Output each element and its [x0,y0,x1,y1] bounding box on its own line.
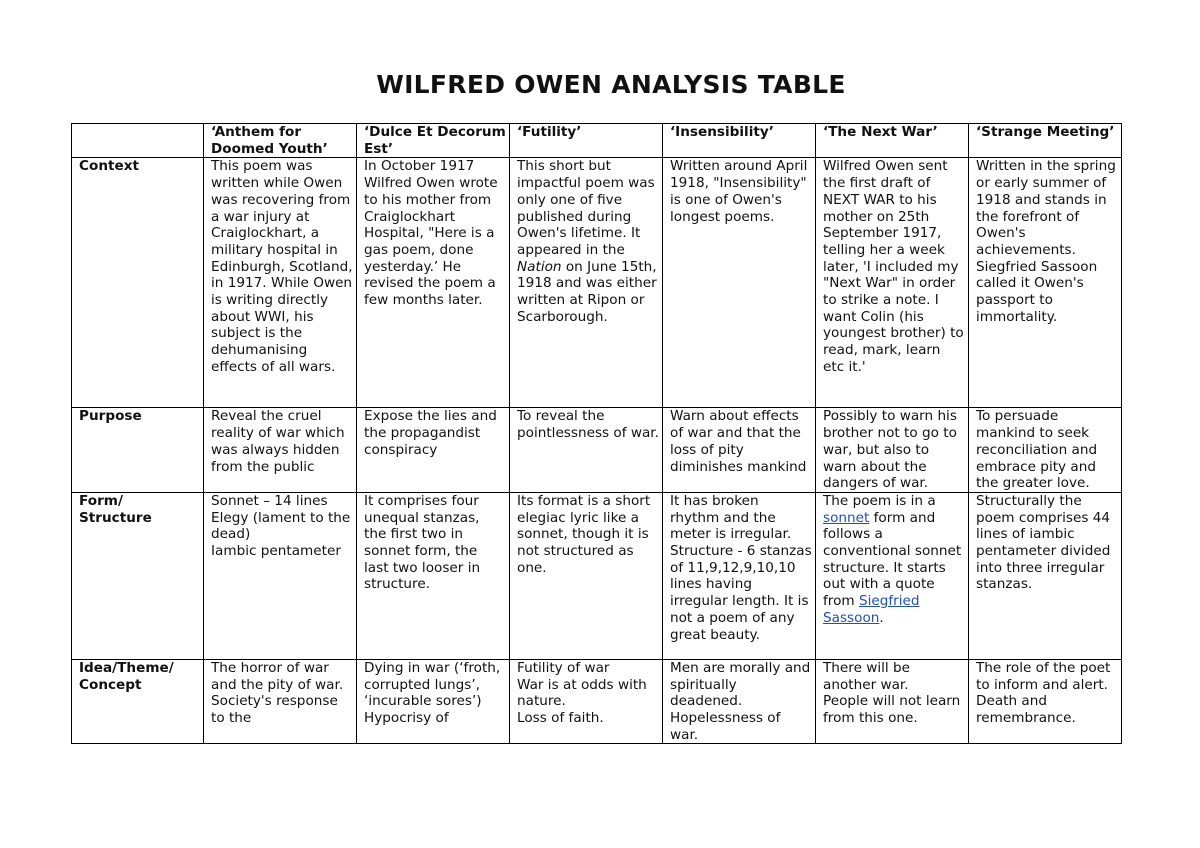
cell-idea-insensibility [663,659,816,744]
cell-context-futility [510,158,663,408]
header-insensibility: ‘Insensibility’ [663,124,816,158]
header-strange-meeting: ‘Strange Meeting’ [969,124,1122,158]
futility-context-nation: Nation [517,258,562,275]
siegfried-sassoon-link[interactable]: Siegfried Sassoon [823,593,920,626]
form-anthem-line-3: Iambic pentameter [211,543,341,560]
idea-futility-line-1: Futility of war [517,659,610,676]
cell-context-anthem-text: This poem was written while Owen was recovering from a war injury at Craiglockhart, a military hospital in Edinburgh, Scotland, in 1917. While Owen is writing directly about WWI, his subject is the dehumanising effects of all wars. [211,158,353,375]
table-row-form-structure [72,492,1122,659]
idea-next-war-line-1: There will be another war. [823,659,911,693]
futility-context-text-b: on June 15th, 1918 and was either written at Ripon or Scarborough. [517,258,657,325]
analysis-table [71,123,1122,744]
cell-idea-next-war [816,659,969,744]
idea-anthem-line-1: The horror of war and the pity of war. [211,659,344,693]
cell-purpose-strange-meeting: To persuade mankind to seek reconciliation and embrace pity and the greater love. [969,408,1122,493]
cell-purpose-insensibility-text: Warn about effects of war and that the loss of pity diminishes mankind [670,408,807,475]
page-title: WILFRED OWEN ANALYSIS TABLE [376,70,846,99]
row-label-form-structure: Form/ Structure [72,492,204,659]
table-row-idea-theme-concept [72,659,1122,744]
cell-idea-strange-meeting [969,659,1122,744]
idea-strange-meeting-line-2: Death and remembrance. [976,693,1076,727]
cell-purpose-insensibility [663,408,816,493]
cell-form-futility: Its format is a short elegiac lyric like a sonnet, though it is not structured as one. [510,492,663,659]
header-the-next-war: ‘The Next War’ [816,124,969,158]
idea-next-war-line-2: People will not learn from this one. [823,693,961,727]
table-header-row [72,124,1122,158]
cell-context-dulce: In October 1917 Wilfred Owen wrote to his mother from Craiglockhart Hospital, "Here is a gas poem, done yesterday.’ He revised the poem a few months later. [357,158,510,408]
cell-idea-futility [510,659,663,744]
cell-idea-anthem [204,659,357,744]
cell-purpose-anthem-text: Reveal the cruel reality of war which was always hidden from the public [211,408,345,475]
cell-context-next-war: Wilfred Owen sent the first draft of NEXT WAR to his mother on 25th September 1917, telling her a week later, 'I included my "Next War" in order to strike a note. I want Colin (his youngest brother) to read, mark, learn etc it.' [816,158,969,408]
header-empty-cell [72,124,204,158]
idea-insensibility-line-1: Men are morally and spiritually deadened. [670,659,811,710]
cell-form-anthem [204,492,357,659]
cell-form-insensibility [663,492,816,659]
cell-form-insensibility-text: It has broken rhythm and the meter is irregular. Structure - 6 stanzas of 11,9,12,9,10,10 lines having irregular length. It is not a poem of any great beauty. [670,492,812,643]
idea-anthem-line-2: Society's response to the [211,693,338,727]
form-anthem-line-2: Elegy (lament to the dead) [211,509,351,543]
sonnet-link[interactable]: sonnet [823,509,870,526]
idea-strange-meeting-line-1: The role of the poet to inform and alert. [976,659,1111,693]
cell-purpose-dulce: Expose the lies and the propagandist conspiracy [357,408,510,493]
idea-dulce-line-2: Hypocrisy of [364,710,449,727]
cell-form-next-war [816,492,969,659]
cell-context-insensibility: Written around April 1918, "Insensibility" is one of Owen's longest poems. [663,158,816,408]
cell-context-strange-meeting: Written in the spring or early summer of 1918 and stands in the forefront of Owen's achievements. Siegfried Sassoon called it Owen's passport to immortality. [969,158,1122,408]
cell-purpose-next-war: Possibly to warn his brother not to go to war, but also to warn about the dangers of war. [816,408,969,493]
row-label-context: Context [72,158,204,408]
futility-context-text-a: This short but impactful poem was only one of five published during Owen's lifetime. It appeared in the [517,158,655,258]
table-row-purpose [72,408,1122,493]
header-dulce-et-decorum-est: ‘Dulce Et Decorum Est’ [357,124,510,158]
cell-form-dulce: It comprises four unequal stanzas, the first two in sonnet form, the last two looser in structure. [357,492,510,659]
form-anthem-line-1: Sonnet – 14 lines [211,492,328,509]
idea-futility-line-3: Loss of faith. [517,710,604,727]
row-label-purpose: Purpose [72,408,204,493]
idea-insensibility-line-2: Hopelessness of war. [670,710,781,743]
form-next-war-text-b: form and follows a conventional sonnet structure. It starts out with a quote from [823,509,962,610]
row-label-idea-theme-concept: Idea/Theme/ Concept [72,659,204,744]
form-next-war-text-c: . [879,609,884,626]
cell-purpose-anthem [204,408,357,493]
cell-purpose-futility: To reveal the pointlessness of war. [510,408,663,493]
table-row-context [72,158,1122,408]
cell-idea-dulce [357,659,510,744]
cell-form-strange-meeting: Structurally the poem comprises 44 lines of iambic pentameter divided into three irregular stanzas. [969,492,1122,659]
header-anthem-for-doomed-youth: ‘Anthem for Doomed Youth’ [204,124,357,158]
form-next-war-text-a: The poem is in a [823,492,936,509]
idea-futility-line-2: War is at odds with nature. [517,676,647,710]
header-futility: ‘Futility’ [510,124,663,158]
cell-context-anthem [204,158,357,408]
idea-dulce-line-1: Dying in war (‘froth, corrupted lungs’, ‘incurable sores’) [364,659,501,710]
